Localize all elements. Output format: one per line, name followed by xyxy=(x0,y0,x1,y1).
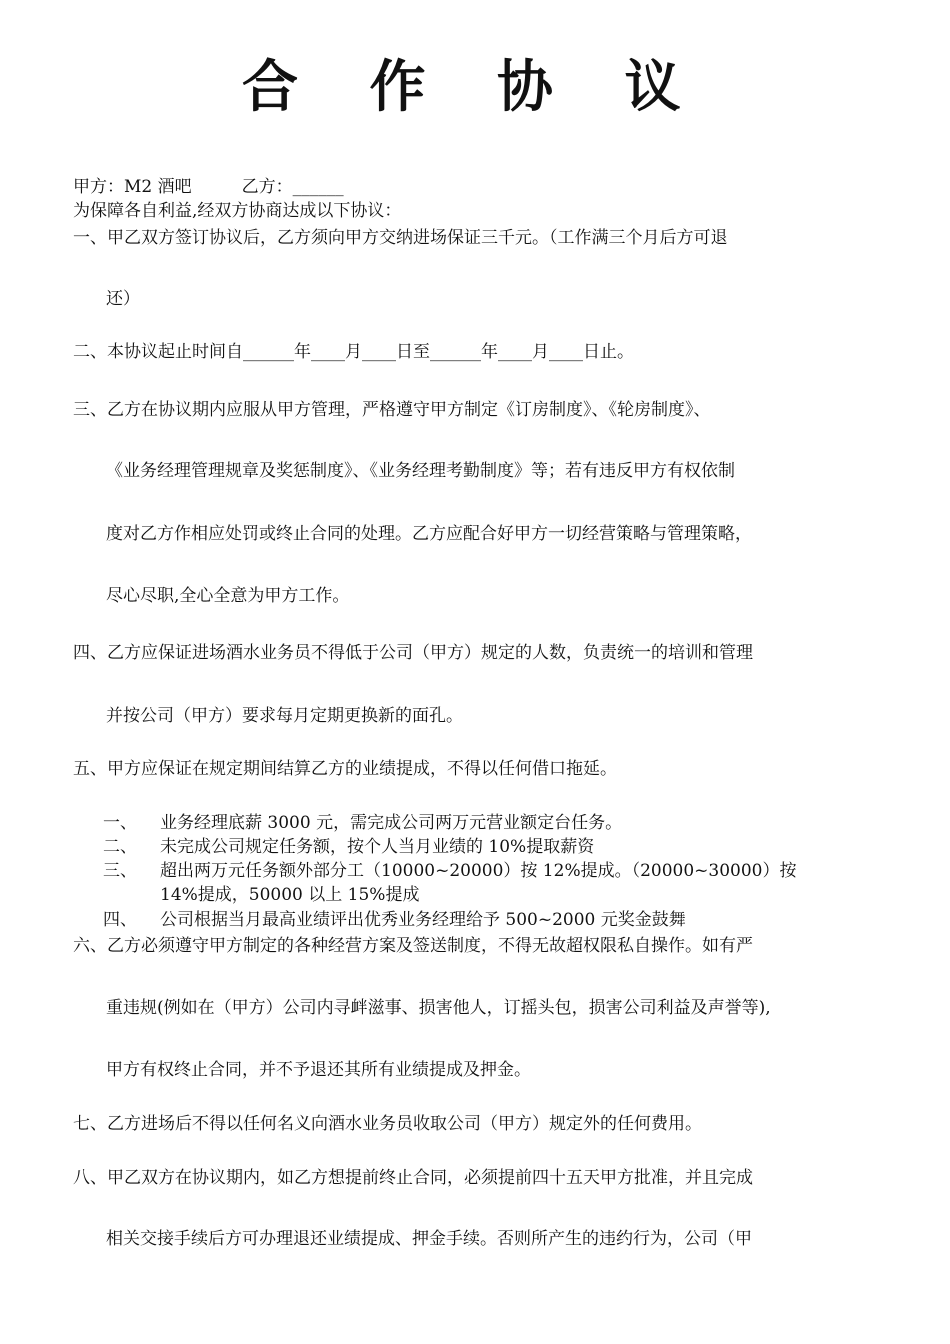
party-line xyxy=(73,176,344,198)
clause-6-line-1: 六、乙方必须遵守甲方制定的各种经营方案及签送制度，不得无故超权限私自操作。如有严 xyxy=(73,936,753,956)
clause-8-line-2: 相关交接手续后方可办理退还业绩提成、押金手续。否则所产生的违约行为，公司（甲 xyxy=(106,1229,752,1249)
sub-item-text: 公司根据当月最高业绩评出优秀业务经理给予 500~2000 元奖金鼓舞 xyxy=(160,910,686,930)
clause-6-line-2: 重违规(例如在（甲方）公司内寻衅滋事、损害他人，订摇头包，损害公司利益及声誉等), xyxy=(106,998,771,1018)
sub-item-text-continued: 14%提成，50000 以上 15%提成 xyxy=(160,885,420,905)
sub-item-text: 业务经理底薪 3000 元，需完成公司两万元营业额定台任务。 xyxy=(160,813,623,833)
clause-3-line-1: 三、乙方在协议期内应服从甲方管理，严格遵守甲方制定《订房制度》、《轮房制度》、 xyxy=(73,400,711,420)
clause-5-line-1: 五、甲方应保证在规定期间结算乙方的业绩提成，不得以任何借口拖延。 xyxy=(73,759,617,779)
sub-item-number: 三、 xyxy=(103,861,137,881)
clause-4-line-2: 并按公司（甲方）要求每月定期更换新的面孔。 xyxy=(106,706,463,726)
document-title: 合 作 协 议 xyxy=(242,54,707,120)
intro-text: 为保障各自利益,经双方协商达成以下协议： xyxy=(73,201,402,221)
clause-6-line-3: 甲方有权终止合同，并不予退还其所有业绩提成及押金。 xyxy=(106,1060,531,1080)
clause-2-line-1: 二、本协议起止时间自______年____月____日至______年____月____日止。 xyxy=(73,342,634,362)
clause-1-line-2: 还） xyxy=(106,289,140,309)
sub-item-number: 一、 xyxy=(103,813,137,833)
clause-7-line-1: 七、乙方进场后不得以任何名义向酒水业务员收取公司（甲方）规定外的任何费用。 xyxy=(73,1114,702,1134)
clause-3-line-3: 度对乙方作相应处罚或终止合同的处理。乙方应配合好甲方一切经营策略与管理策略， xyxy=(106,524,752,544)
sub-item-number: 二、 xyxy=(103,837,137,857)
sub-item-text: 超出两万元任务额外部分工（10000~20000）按 12%提成。（20000~30000）按 xyxy=(160,861,797,881)
clause-3-line-4: 尽心尽职,全心全意为甲方工作。 xyxy=(106,586,350,606)
clause-4-line-1: 四、乙方应保证进场酒水业务员不得低于公司（甲方）规定的人数，负责统一的培训和管理 xyxy=(73,643,753,663)
clause-3-line-2: 《业务经理管理规章及奖惩制度》、《业务经理考勤制度》等；若有违反甲方有权依制 xyxy=(106,461,735,481)
clause-1-line-1: 一、甲乙双方签订协议后，乙方须向甲方交纳进场保证三千元。（工作满三个月后方可退 xyxy=(73,228,728,248)
party-a: 甲方：M2 酒吧 xyxy=(73,177,192,197)
party-b: 乙方：______ xyxy=(241,177,344,197)
sub-item-number: 四、 xyxy=(103,910,137,930)
clause-8-line-1: 八、甲乙双方在协议期内，如乙方想提前终止合同，必须提前四十五天甲方批准，并且完成 xyxy=(73,1168,753,1188)
sub-item-text: 未完成公司规定任务额，按个人当月业绩的 10%提取薪资 xyxy=(160,837,595,857)
